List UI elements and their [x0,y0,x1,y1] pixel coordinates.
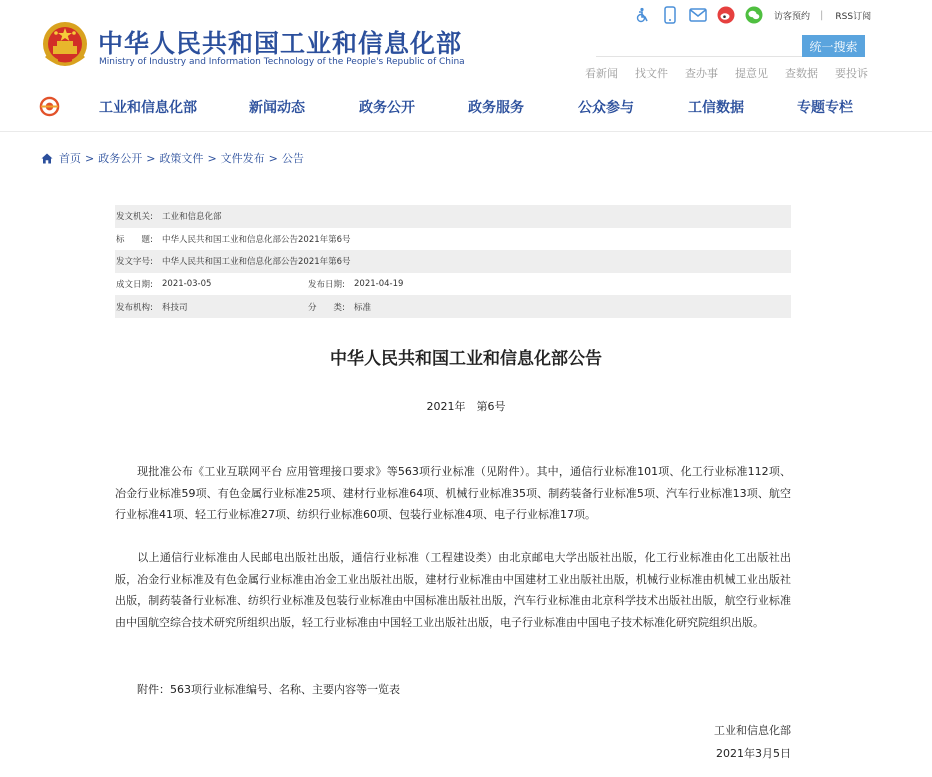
nav-item-miit[interactable]: 工业和信息化部 [99,100,197,116]
meta-row-title [115,228,791,251]
breadcrumb-separator: > [85,151,95,165]
quick-links [585,65,885,81]
mail-icon[interactable] [688,5,708,25]
breadcrumb-separator: > [207,151,217,165]
nav-item-topics[interactable]: 专题专栏 [797,100,853,116]
breadcrumb [41,150,304,166]
quick-link-feedback[interactable]: 提意见 [735,67,768,80]
document-paragraph-1 [115,461,791,526]
meta-org [115,301,307,313]
search-button[interactable]: 统一搜索 [802,35,865,57]
weibo-icon[interactable] [716,5,736,25]
breadcrumb-doc-release[interactable]: 文件发布 [220,152,265,165]
breadcrumb-policy-docs[interactable]: 政策文件 [159,152,204,165]
breadcrumb-announcement[interactable]: 公告 [281,152,304,165]
nav-item-gov-affairs[interactable]: 政务公开 [359,100,415,116]
meta-row-dates [115,273,791,296]
national-emblem-icon[interactable] [40,20,90,70]
accessibility-icon[interactable] [632,5,652,25]
quick-link-complaint[interactable]: 要投诉 [835,67,868,80]
meta-category-value: 标准 [354,302,372,313]
document-paragraph-2 [115,547,791,633]
meta-row-issuer [115,205,791,228]
wechat-icon[interactable] [744,5,764,25]
visit-appointment-link[interactable]: 访客预约 [774,11,811,22]
utility-bar [632,5,871,25]
util-separator: | [820,9,824,21]
ministry-logo-icon[interactable] [39,96,60,117]
quick-link-files[interactable]: 找文件 [635,67,668,80]
site-header [0,0,932,132]
search-box [596,35,866,57]
nav-item-gov-services[interactable]: 政务服务 [468,100,524,116]
meta-issuer-label: 发文机关: [116,212,153,223]
rss-link[interactable]: RSS订阅 [835,11,872,22]
meta-published-label: 发布日期: [308,280,345,291]
meta-published-value: 2021-04-19 [354,279,404,290]
quick-link-news[interactable]: 看新闻 [585,67,618,80]
nav-item-data[interactable]: 工信数据 [688,100,744,116]
breadcrumb-home[interactable]: 首页 [59,152,81,165]
meta-org-label: 发布机构: [116,302,153,313]
meta-created-value: 2021-03-05 [162,279,212,290]
meta-published [307,278,403,290]
meta-row-doc-no [115,250,791,273]
site-title[interactable]: 中华人民共和国工业和信息化部 [98,29,463,58]
breadcrumb-separator: > [268,151,278,165]
document-metadata [115,205,791,318]
home-icon[interactable] [41,153,53,164]
breadcrumb-gov-affairs[interactable]: 政务公开 [98,152,143,165]
document-number: 2021年 第6号 [426,400,506,413]
meta-row-org [115,295,791,318]
breadcrumb-separator: > [146,151,156,165]
meta-doc-no-label: 发文字号: [116,257,153,268]
paragraph-1-text: 现批准公布《工业互联网平台 应用管理接口要求》等563项行业标准（见附件）。其中，通信行业标准101项、化工行业标准112项、冶金行业标准59项、有色金属行业标准25项、建材行业标准64项、机械行业标准35项、制药装备行业标准5项、汽车行业标准13项、航空行业标准41项、轻工行业标准27项、纺织行业标准60项、包装行业标准4项、电子行业标准17项。 [115,465,791,521]
attachment-note: 附件：563项行业标准编号、名称、主要内容等一览表 [137,683,400,696]
meta-category-label: 分 类: [308,302,345,313]
nav-item-participation[interactable]: 公众参与 [578,100,634,116]
nav-item-news[interactable]: 新闻动态 [249,100,305,116]
search-input[interactable] [596,35,802,57]
meta-created [115,278,307,290]
signature-org: 工业和信息化部 [714,724,791,737]
meta-org-value: 科技司 [162,302,188,313]
quick-link-data[interactable]: 查数据 [785,67,818,80]
mobile-icon[interactable] [660,5,680,25]
paragraph-2-text: 以上通信行业标准由人民邮电出版社出版，通信行业标准（工程建设类）由北京邮电大学出版社出版，化工行业标准由化工出版社出版，冶金行业标准及有色金属行业标准由冶金工业出版社出版，建材行业标准由中国建材工业出版社出版，机械行业标准由机械工业出版社出版，制药装备行业标准、纺织行业标准及包装行业标准由中国标准出版社出版，汽车行业标准由北京科学技术出版社出版，航空行业标准由中国航空综合技术研究所组织出版，轻工行业标准由中国轻工业出版社出版，电子行业标准由中国电子技术标准化研究院组织出版。 [115,551,791,629]
document-title: 中华人民共和国工业和信息化部公告 [330,349,602,369]
meta-category [307,301,371,313]
quick-link-services[interactable]: 查办事 [685,67,718,80]
meta-title-value: 中华人民共和国工业和信息化部公告2021年第6号 [162,234,351,245]
meta-created-label: 成文日期: [116,280,153,291]
signature-date: 2021年3月5日 [716,747,791,760]
meta-doc-no-value: 中华人民共和国工业和信息化部公告2021年第6号 [162,257,351,268]
meta-title-label: 标 题: [116,234,153,245]
meta-issuer-value: 工业和信息化部 [162,212,222,223]
main-nav [0,92,932,120]
site-subtitle: Ministry of Industry and Information Technology of the People's Republic of China [99,57,465,67]
